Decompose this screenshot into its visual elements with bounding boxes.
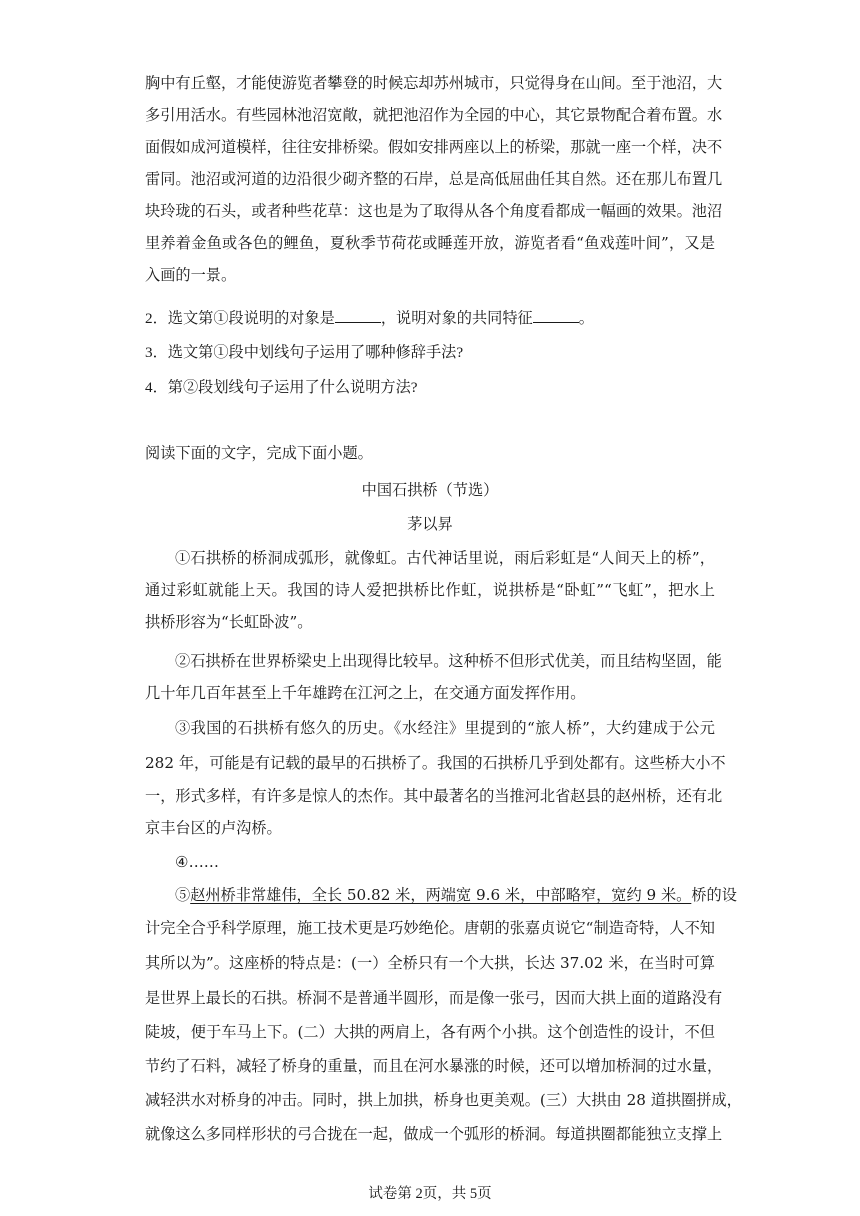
paragraph-text: 桥的设	[691, 886, 737, 904]
paragraph-line: ①石拱桥的桥洞成弧形，就像虹。古代神话里说，雨后彩虹是“人间天上的桥”，	[175, 549, 715, 567]
paragraph-marker: ⑤	[175, 886, 191, 904]
passage-line: 多引用活水。有些园林池沼宽敞，就把池沼作为全园的中心，其它景物配合着布置。水	[145, 106, 723, 124]
underlined-sentence: 赵州桥非常雄伟，全长 50.82 米，两端宽 9.6 米，中部略窄，宽约 9 米。	[190, 886, 692, 904]
page-footer: 试卷第 2页，共 5页	[368, 1186, 492, 1202]
paragraph-line: 节约了石料，减轻了桥身的重量，而且在河水暴涨的时候，还可以增加桥洞的过水量，	[145, 1057, 723, 1075]
question-2	[145, 308, 715, 329]
paragraph-line: ④……	[175, 853, 219, 871]
passage-line: 里养着金鱼或各色的鲤鱼，夏秋季节荷花或睡莲开放，游览者看“鱼戏莲叶间”，又是	[145, 234, 715, 252]
answer-blank[interactable]	[335, 308, 381, 323]
question-3: 3．选文第①段中划线句子运用了哪种修辞手法?	[145, 344, 464, 361]
question-2-part-c: 。	[578, 310, 594, 327]
paragraph-line: 是世界上最长的石拱。桥洞不是普通半圆形，而是像一张弓，因而大拱上面的道路没有	[145, 989, 723, 1007]
passage-line: 面假如成河道模样，往往安排桥梁。假如安排两座以上的桥梁，那就一座一个样，决不	[145, 138, 723, 156]
paragraph-line: 一，形式多样，有许多是惊人的杰作。其中最著名的当推河北省赵县的赵州桥，还有北	[145, 787, 723, 805]
passage-line: 雷同。池沼或河道的边沿很少砌齐整的石岸，总是高低屈曲任其自然。还在那儿布置几	[145, 170, 723, 188]
paragraph-line: 就像这么多同样形状的弓合拢在一起，做成一个弧形的桥洞。每道拱圈都能独立支撑上	[145, 1125, 723, 1143]
article-author: 茅以昇	[407, 515, 453, 533]
passage-line: 胸中有丘壑，才能使游览者攀登的时候忘却苏州城市，只觉得身在山间。至于池沼，大	[145, 74, 723, 92]
paragraph-line: 几十年几百年甚至上千年雄跨在江河之上，在交通方面发挥作用。	[145, 684, 586, 702]
paragraph-line: 减轻洪水对桥身的冲击。同时，拱上加拱，桥身也更美观。(三）大拱由 28 道拱圈拼成，	[145, 1091, 742, 1109]
paragraph-line: 计完全合乎科学原理，施工技术更是巧妙绝伦。唐朝的张嘉贞说它“制造奇特，人不知	[145, 919, 715, 937]
paragraph-line: 京丰台区的卢沟桥。	[145, 819, 282, 837]
article-title: 中国石拱桥（节选）	[361, 481, 499, 499]
paragraph-line: 282 年，可能是有记载的最早的石拱桥了。我国的石拱桥几乎到处都有。这些桥大小不	[145, 754, 726, 772]
question-2-part-b: ，说明对象的共同特征	[380, 310, 533, 327]
paragraph-line: 通过彩虹就能上天。我国的诗人爱把拱桥比作虹，说拱桥是“卧虹”“飞虹”，把水上	[145, 581, 715, 599]
question-2-part-a: 2．选文第①段说明的对象是	[145, 310, 335, 327]
passage-line: 入画的一景。	[145, 266, 237, 284]
paragraph-line: ③我国的石拱桥有悠久的历史。《水经注》里提到的“旅人桥”，大约建成于公元	[175, 719, 715, 737]
question-4: 4．第②段划线句子运用了什么说明方法?	[145, 379, 418, 396]
paragraph-5-first-line	[175, 885, 737, 905]
reading-instruction: 阅读下面的文字，完成下面小题。	[145, 445, 373, 462]
passage-line: 块玲珑的石头，或者种些花草：这也是为了取得从各个角度看都成一幅画的效果。池沼	[145, 202, 723, 220]
answer-blank[interactable]	[533, 308, 579, 323]
paragraph-line: 其所以为”。这座桥的特点是：(一）全桥只有一个大拱，长达 37.02 米，在当时可算	[145, 954, 715, 972]
paragraph-line: ②石拱桥在世界桥梁史上出现得比较早。这种桥不但形式优美，而且结构坚固，能	[175, 652, 722, 670]
paragraph-line: 陡坡，便于车马上下。(二）大拱的两肩上，各有两个小拱。这个创造性的设计，不但	[145, 1023, 715, 1041]
paragraph-line: 拱桥形容为“长虹卧波”。	[145, 613, 313, 631]
